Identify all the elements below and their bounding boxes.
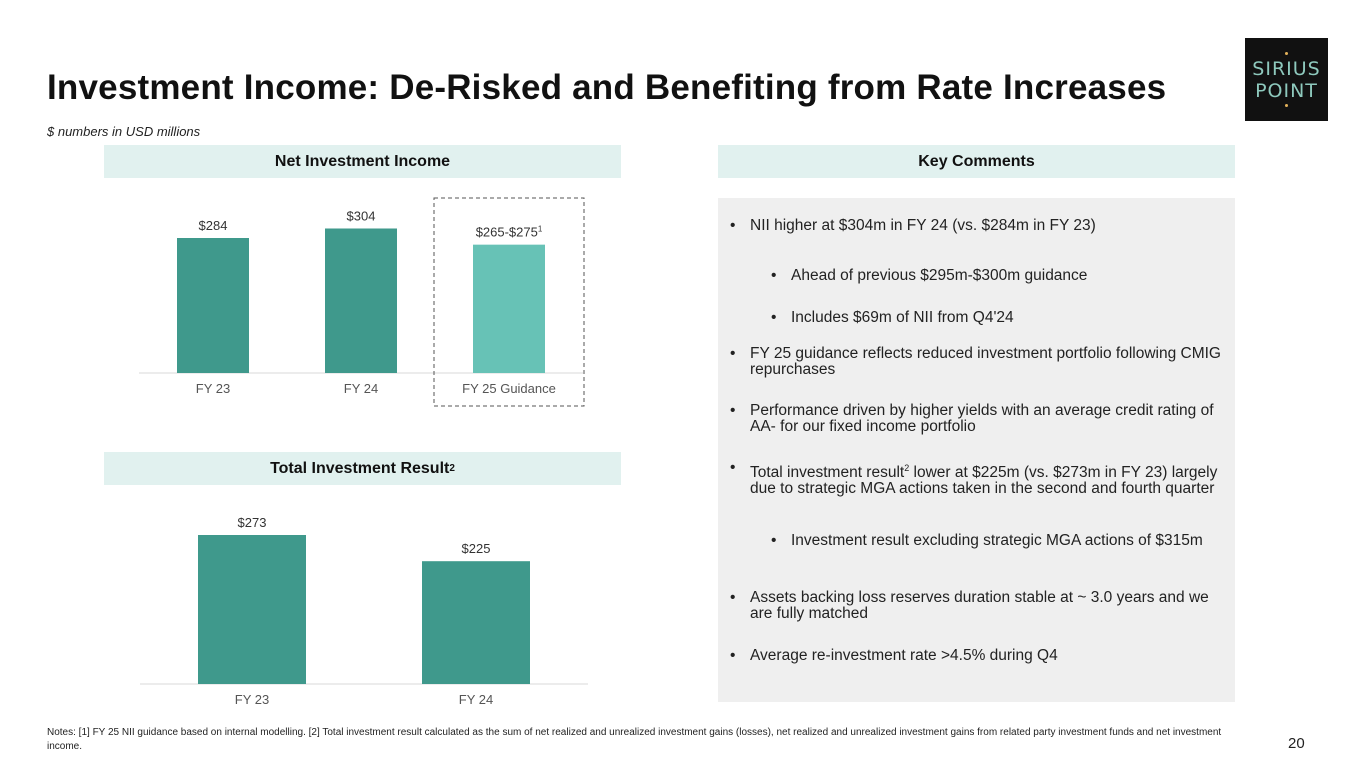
comment-item xyxy=(730,403,1228,435)
bullet-icon: • xyxy=(730,589,736,606)
bar-fy-24 xyxy=(422,561,530,684)
bar-fy-24 xyxy=(325,228,397,373)
bar-fy-25-guidance xyxy=(473,245,545,373)
tick-label-fy-25-guidance: FY 25 Guidance xyxy=(462,381,556,396)
sirius-point-logo xyxy=(1245,38,1328,121)
logo-line-1: SIRIUS xyxy=(1252,57,1321,80)
comment-item xyxy=(730,460,1228,497)
tick-label-fy-23: FY 23 xyxy=(234,692,270,707)
page-title: Investment Income: De-Risked and Benefiting from Rate Increases xyxy=(47,68,1167,107)
comment-text: NII higher at $304m in FY 24 (vs. $284m in FY 23) xyxy=(750,217,1096,234)
footnotes: Notes: [1] FY 25 NII guidance based on internal modelling. [2] Total investment result calculated as the sum of net realized and unrealized investment gains (losses), net realized and unrealized investment gains from related party investment funds and net investment income. xyxy=(47,727,1222,752)
comment-text: Includes $69m of NII from Q4'24 xyxy=(791,309,1014,326)
bullet-icon: • xyxy=(730,459,736,476)
bar-fy-23 xyxy=(177,238,249,373)
comment-text: Performance driven by higher yields with an average credit rating of AA- for our fixed income portfolio xyxy=(750,402,1214,435)
sub-comment-item xyxy=(771,310,1228,326)
bullet-icon: • xyxy=(771,267,777,284)
comment-item xyxy=(730,346,1228,378)
data-label-fy-23: $284 xyxy=(198,218,228,233)
tir-chart-header xyxy=(104,452,621,485)
comment-text: Average re-investment rate >4.5% during Q4 xyxy=(750,647,1058,664)
nii-chart-header-label: Net Investment Income xyxy=(274,152,451,170)
bar-fy-23 xyxy=(198,535,306,684)
data-label-fy-24: $225 xyxy=(461,541,491,557)
tick-label-fy-24: FY 24 xyxy=(343,381,379,396)
units-note: $ numbers in USD millions xyxy=(47,124,201,139)
tir-bar-chart xyxy=(104,500,624,715)
nii-chart-header xyxy=(104,145,621,178)
comment-text: FY 25 guidance reflects reduced investment portfolio following CMIG repurchases xyxy=(750,345,1221,378)
data-label-fy-25-guidance: $\$265-\$275^1$ xyxy=(475,224,543,240)
bullet-icon: • xyxy=(730,402,736,419)
bullet-icon: • xyxy=(730,345,736,362)
tir-chart-header-footnote: 2 xyxy=(449,463,455,474)
comment-item xyxy=(730,218,1228,234)
bullet-icon: • xyxy=(771,532,777,549)
page-number: 20 xyxy=(1288,735,1305,752)
nii-bar-chart xyxy=(104,190,624,415)
key-comments-header xyxy=(718,145,1235,178)
tick-label-fy-23: FY 23 xyxy=(195,381,231,396)
bullet-icon: • xyxy=(730,217,736,234)
data-label-footnote-fy-25-guidance: 1 xyxy=(537,224,543,234)
logo-dot-bottom xyxy=(1285,104,1288,107)
comment-footnote: 2 xyxy=(904,463,910,473)
data-label-fy-24: $304 xyxy=(346,208,376,224)
bullet-icon: • xyxy=(771,309,777,326)
logo-line-2: POINT xyxy=(1255,79,1318,102)
comment-text: Total investment result$^2$ lower at $225m (vs. $273m in FY 23) largely due to strategic MGA actions taken in the second and fourth quarter xyxy=(750,463,1218,498)
comment-item xyxy=(730,590,1228,622)
sub-comment-item xyxy=(771,533,1228,549)
logo-dot-top xyxy=(1285,52,1288,55)
tir-chart-header-label: Total Investment Result xyxy=(270,459,450,477)
comment-item xyxy=(730,648,1228,664)
comment-text: Investment result excluding strategic MGA actions of $315m xyxy=(791,532,1203,549)
bullet-icon: • xyxy=(730,647,736,664)
data-label-fy-23: $273 xyxy=(237,515,267,530)
sub-comment-item xyxy=(771,268,1228,284)
comment-text: Ahead of previous $295m-$300m guidance xyxy=(791,267,1088,284)
key-comments-header-label: Key Comments xyxy=(918,152,1035,170)
key-comments-panel xyxy=(718,198,1235,702)
comment-text: Assets backing loss reserves duration stable at ~ 3.0 years and we are fully matched xyxy=(750,589,1209,622)
tick-label-fy-24: FY 24 xyxy=(458,692,494,707)
